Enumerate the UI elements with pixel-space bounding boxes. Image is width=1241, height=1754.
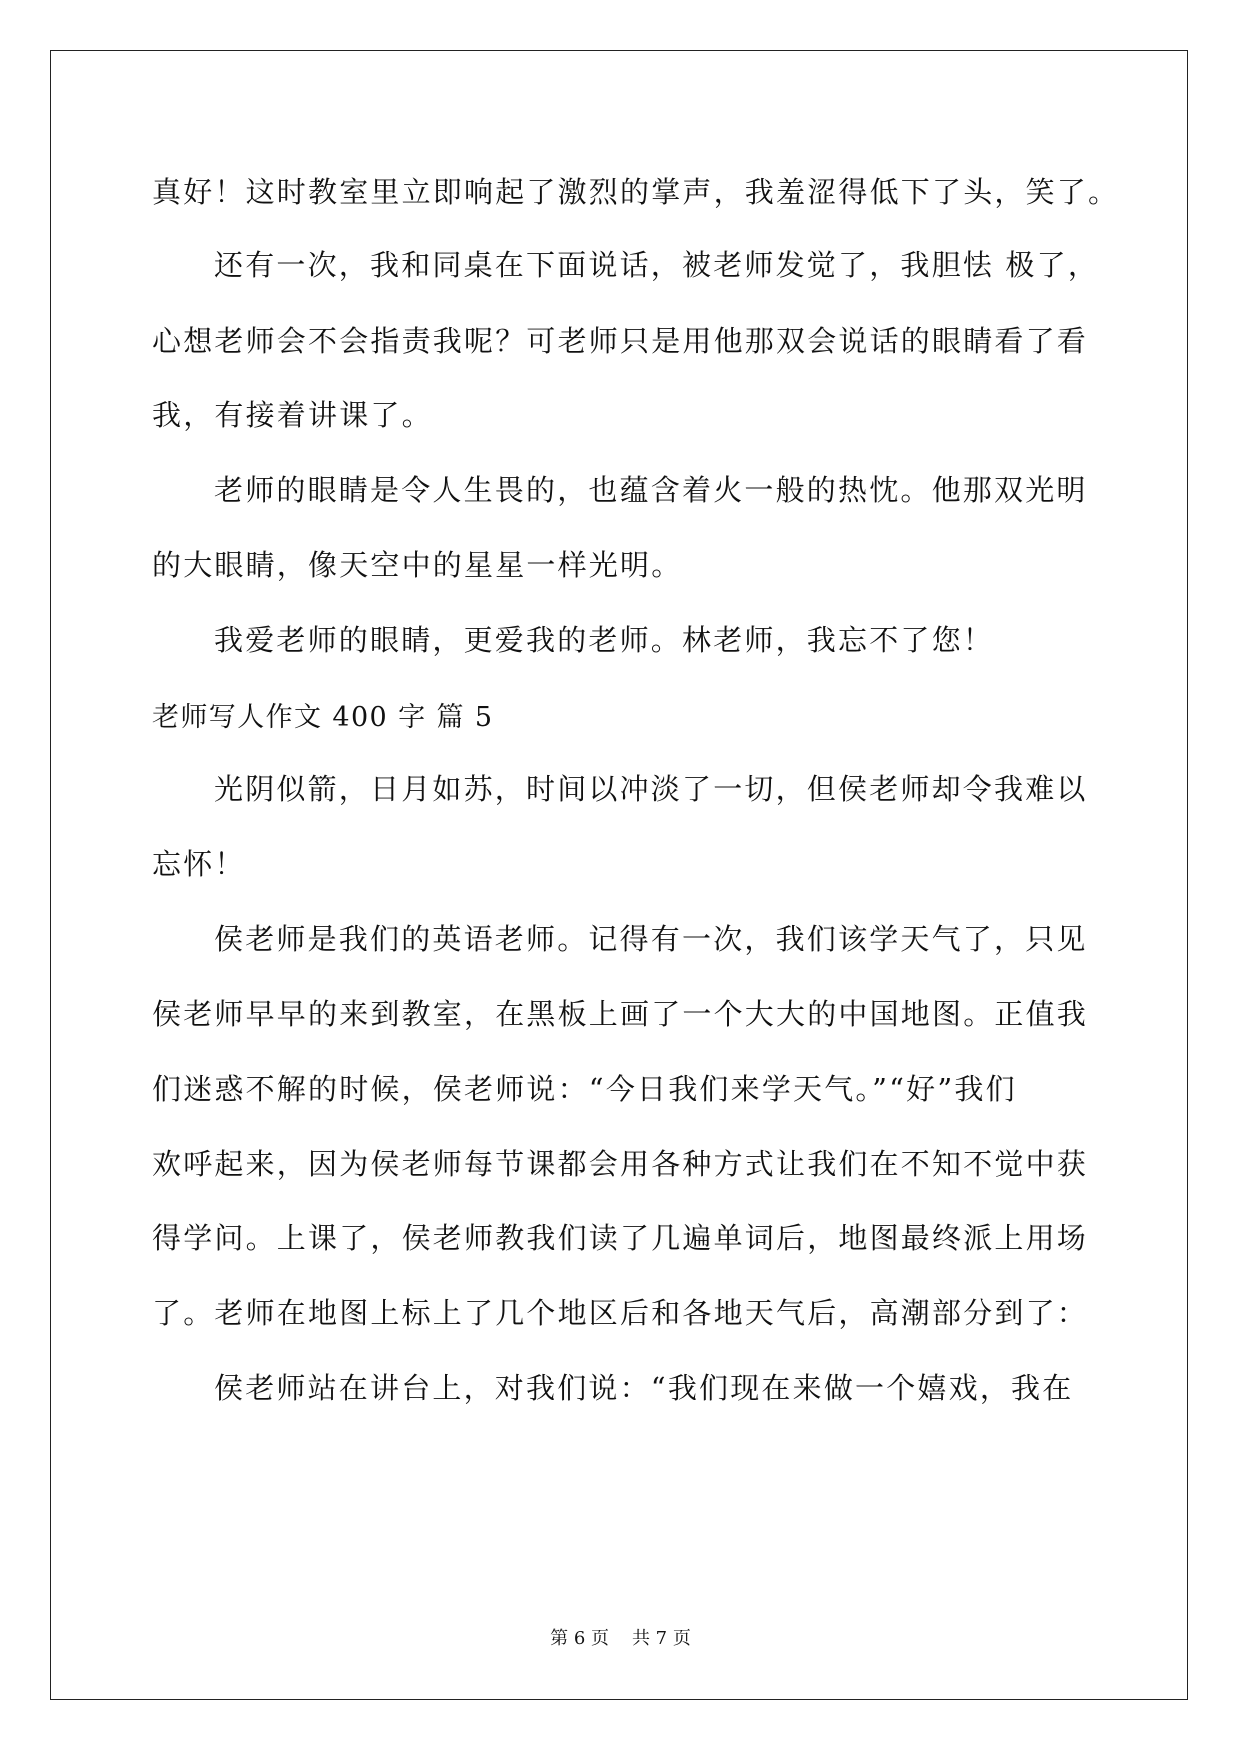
- section-heading: 老师写人作文 400 字 篇 5: [152, 702, 494, 733]
- text-line: 的大眼睛，像天空中的星星一样光明。: [152, 548, 683, 582]
- text-line: 侯老师早早的来到教室，在黑板上画了一个大大的中国地图。正值我: [152, 997, 1089, 1031]
- text-line: 侯老师站在讲台上，对我们说：“我们现在来做一个嬉戏，我在: [214, 1371, 1074, 1405]
- text-line: 得学问。上课了，侯老师教我们读了几遍单词后，地图最终派上用场: [152, 1221, 1089, 1255]
- text-line: 了。老师在地图上标上了几个地区后和各地天气后，高潮部分到了：: [152, 1296, 1089, 1330]
- page-number: 第 6 页 共 7 页: [550, 1628, 691, 1649]
- text-line: 光阴似箭，日月如苏，时间以冲淡了一切，但侯老师却令我难以: [214, 772, 1088, 806]
- text-line: 们迷惑不解的时候，侯老师说：“今日我们来学天气。”“好”我们: [152, 1072, 1017, 1106]
- text-line: 还有一次，我和同桌在下面说话，被老师发觉了，我胆怯 极了，: [214, 248, 1100, 282]
- text-line: 心想老师会不会指责我呢？可老师只是用他那双会说话的眼睛看了看: [152, 324, 1089, 358]
- text-line: 欢呼起来，因为侯老师每节课都会用各种方式让我们在不知不觉中获: [152, 1147, 1089, 1181]
- text-line: 我爱老师的眼睛，更爱我的老师。林老师，我忘不了您！: [214, 623, 995, 657]
- text-line: 真好！这时教室里立即响起了激烈的掌声，我羞涩得低下了头，笑了。: [152, 175, 1120, 209]
- text-line: 侯老师是我们的英语老师。记得有一次，我们该学天气了，只见: [214, 922, 1088, 956]
- text-line: 老师的眼睛是令人生畏的，也蕴含着火一般的热忱。他那双光明: [214, 473, 1088, 507]
- text-line: 忘怀！: [152, 847, 246, 881]
- text-line: 我，有接着讲课了。: [152, 398, 433, 432]
